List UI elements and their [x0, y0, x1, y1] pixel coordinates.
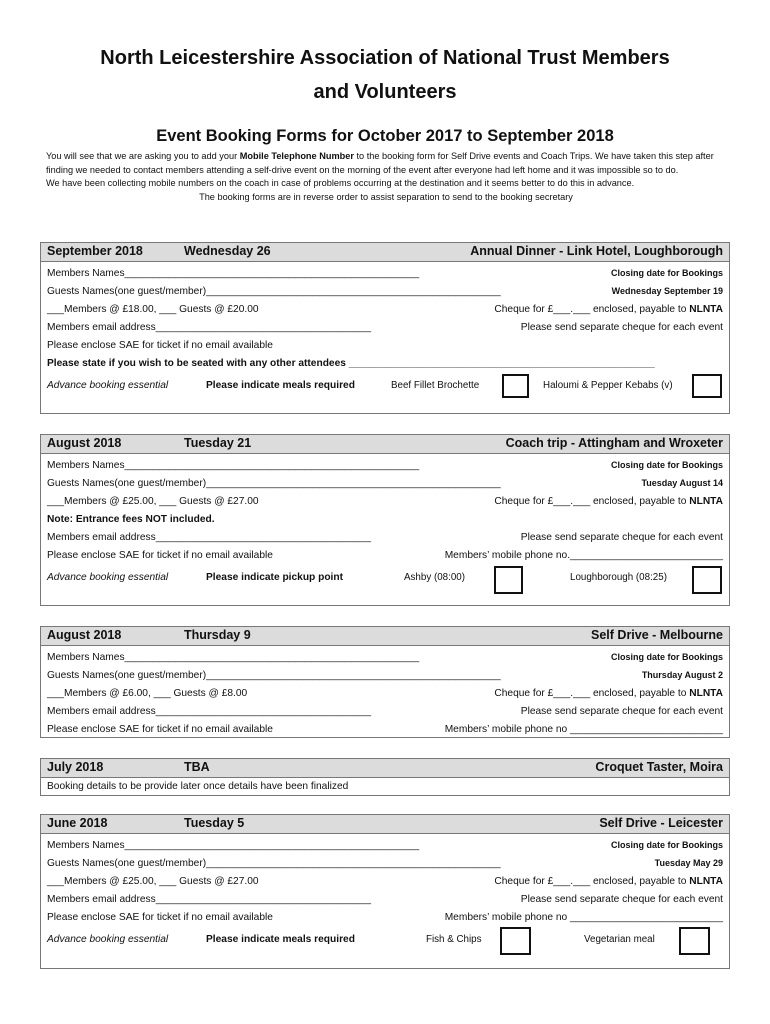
option1-checkbox[interactable] — [500, 927, 531, 955]
prices-field[interactable]: ___Members @ £25.00, ___ Guests @ £27.00 — [47, 496, 259, 507]
members-names-field[interactable]: Members Names____________________________________________________ — [47, 840, 420, 851]
advance-note: Advance booking essential — [47, 380, 169, 391]
separate-cheque-note: Please send separate cheque for each event — [520, 706, 723, 717]
event-day: Wednesday 26 — [184, 244, 271, 258]
cheque-line — [494, 876, 723, 887]
option1-checkbox[interactable] — [494, 566, 523, 594]
intro-text-bold: Mobile Telephone Number — [239, 151, 354, 161]
guests-names-field[interactable]: Guests Names(one guest/member)____________________________________________________ — [47, 858, 501, 869]
entrance-note: Note: Entrance fees NOT included. — [47, 514, 215, 525]
cheque-text: Cheque for £___.___ enclosed, payable to — [494, 688, 690, 699]
event-month: September 2018 — [47, 244, 143, 258]
event-day: Thursday 9 — [184, 628, 251, 642]
booking-details-note: Booking details to be provide later once details have been finalized — [47, 781, 349, 792]
intro-text — [46, 150, 726, 204]
option2-label: Vegetarian meal — [584, 934, 655, 945]
closing-date: Thursday August 2 — [641, 670, 723, 680]
cheque-line — [494, 688, 723, 699]
option2-label: Loughborough (08:25) — [570, 572, 667, 583]
pickup-label: Please indicate pickup point — [206, 572, 343, 583]
option2-checkbox[interactable] — [692, 374, 722, 398]
payee: NLNTA — [689, 688, 723, 699]
closing-label: Closing date for Bookings — [610, 652, 723, 662]
cheque-text: Cheque for £___.___ enclosed, payable to — [494, 876, 690, 887]
intro-text-b: to the booking form for Self Drive events and Coach Trips. We have taken this step after finding we needed to contact members attending a self-drive event on the morning of the event after everyone had left home and it was impossible so to do. — [46, 151, 714, 175]
event-header — [41, 435, 729, 454]
event-day: Tuesday 21 — [184, 436, 252, 450]
option1-checkbox[interactable] — [502, 374, 529, 398]
prices-field[interactable]: ___Members @ £18.00, ___ Guests @ £20.00 — [47, 304, 259, 315]
meals-label: Please indicate meals required — [206, 380, 355, 391]
event-box-aug-2018-coach — [40, 434, 730, 606]
page-title: North Leicestershire Association of National Trust Members — [100, 47, 670, 69]
option2-label: Haloumi & Pepper Kebabs (v) — [543, 380, 673, 391]
option1-label: Ashby (08:00) — [404, 572, 465, 583]
event-name: Annual Dinner - Link Hotel, Loughborough — [470, 244, 723, 258]
option2-checkbox[interactable] — [692, 566, 722, 594]
cheque-line — [494, 496, 723, 507]
email-field[interactable]: Members email address______________________________________ — [47, 894, 372, 905]
separate-cheque-note: Please send separate cheque for each event — [520, 894, 723, 905]
cheque-text: Cheque for £___.___ enclosed, payable to — [494, 304, 690, 315]
event-name: Self Drive - Leicester — [599, 816, 723, 830]
cheque-line — [494, 304, 723, 315]
closing-label: Closing date for Bookings — [610, 840, 723, 850]
event-header — [41, 759, 729, 778]
sae-note: Please enclose SAE for ticket if no email available — [47, 912, 273, 923]
intro-text-p2: We have been collecting mobile numbers on the coach in case of problems occurring at the destination and it seems better to do this in advance. — [46, 178, 635, 188]
email-field[interactable]: Members email address______________________________________ — [47, 322, 372, 333]
event-month: August 2018 — [47, 436, 122, 450]
event-box-sep-2018 — [40, 242, 730, 414]
closing-label: Closing date for Bookings — [610, 460, 723, 470]
payee: NLNTA — [689, 876, 723, 887]
mobile-field[interactable]: Members’ mobile phone no ___________________________ — [444, 912, 723, 923]
event-box-jul-2018 — [40, 758, 730, 796]
payee: NLNTA — [689, 304, 723, 315]
advance-note: Advance booking essential — [47, 934, 169, 945]
event-header — [41, 243, 729, 262]
closing-date: Tuesday August 14 — [641, 478, 723, 488]
prices-field[interactable]: ___Members @ £6.00, ___ Guests @ £8.00 — [47, 688, 248, 699]
members-names-field[interactable]: Members Names____________________________________________________ — [47, 268, 420, 279]
meals-label: Please indicate meals required — [206, 934, 355, 945]
payee: NLNTA — [689, 496, 723, 507]
option2-checkbox[interactable] — [679, 927, 710, 955]
event-day: TBA — [184, 760, 210, 774]
email-field[interactable]: Members email address______________________________________ — [47, 532, 372, 543]
event-month: June 2018 — [47, 816, 108, 830]
intro-text-p3: The booking forms are in reverse order to assist separation to send to the booking secretary — [199, 191, 573, 202]
event-month: July 2018 — [47, 760, 104, 774]
sae-note: Please enclose SAE for ticket if no email available — [47, 724, 273, 735]
members-names-field[interactable]: Members Names____________________________________________________ — [47, 652, 420, 663]
intro-text-a: You will see that we are asking you to add your — [46, 151, 240, 161]
event-name: Coach trip - Attingham and Wroxeter — [505, 436, 723, 450]
closing-label: Closing date for Bookings — [610, 268, 723, 278]
members-names-field[interactable]: Members Names____________________________________________________ — [47, 460, 420, 471]
prices-field[interactable]: ___Members @ £25.00, ___ Guests @ £27.00 — [47, 876, 259, 887]
guests-names-field[interactable]: Guests Names(one guest/member)____________________________________________________ — [47, 286, 501, 297]
cheque-text: Cheque for £___.___ enclosed, payable to — [494, 496, 690, 507]
guests-names-field[interactable]: Guests Names(one guest/member)____________________________________________________ — [47, 670, 501, 681]
closing-date: Wednesday September 19 — [611, 286, 723, 296]
closing-date: Tuesday May 29 — [654, 858, 723, 868]
option1-label: Beef Fillet Brochette — [391, 380, 480, 391]
option1-label: Fish & Chips — [426, 934, 482, 945]
event-name: Self Drive - Melbourne — [591, 628, 723, 642]
page-title-line2: and Volunteers — [313, 81, 457, 103]
advance-note: Advance booking essential — [47, 572, 169, 583]
page-subtitle: Event Booking Forms for October 2017 to September 2018 — [156, 127, 614, 145]
mobile-field[interactable]: Members’ mobile phone no.___________________________ — [444, 550, 723, 561]
separate-cheque-note: Please send separate cheque for each event — [520, 532, 723, 543]
guests-names-field[interactable]: Guests Names(one guest/member)____________________________________________________ — [47, 478, 501, 489]
event-box-aug-2018-drive — [40, 626, 730, 738]
event-box-jun-2018 — [40, 814, 730, 969]
email-field[interactable]: Members email address______________________________________ — [47, 706, 372, 717]
event-header — [41, 815, 729, 834]
mobile-field[interactable]: Members’ mobile phone no ___________________________ — [444, 724, 723, 735]
sae-note: Please enclose SAE for ticket if no email available — [47, 550, 273, 561]
event-month: August 2018 — [47, 628, 122, 642]
event-header — [41, 627, 729, 646]
event-day: Tuesday 5 — [184, 816, 245, 830]
sae-note: Please enclose SAE for ticket if no email available — [47, 340, 273, 351]
separate-cheque-note: Please send separate cheque for each event — [520, 322, 723, 333]
event-name: Croquet Taster, Moira — [595, 760, 723, 774]
seating-field[interactable]: Please state if you wish to be seated with any other attendees ______________________________________________________ — [47, 358, 655, 369]
